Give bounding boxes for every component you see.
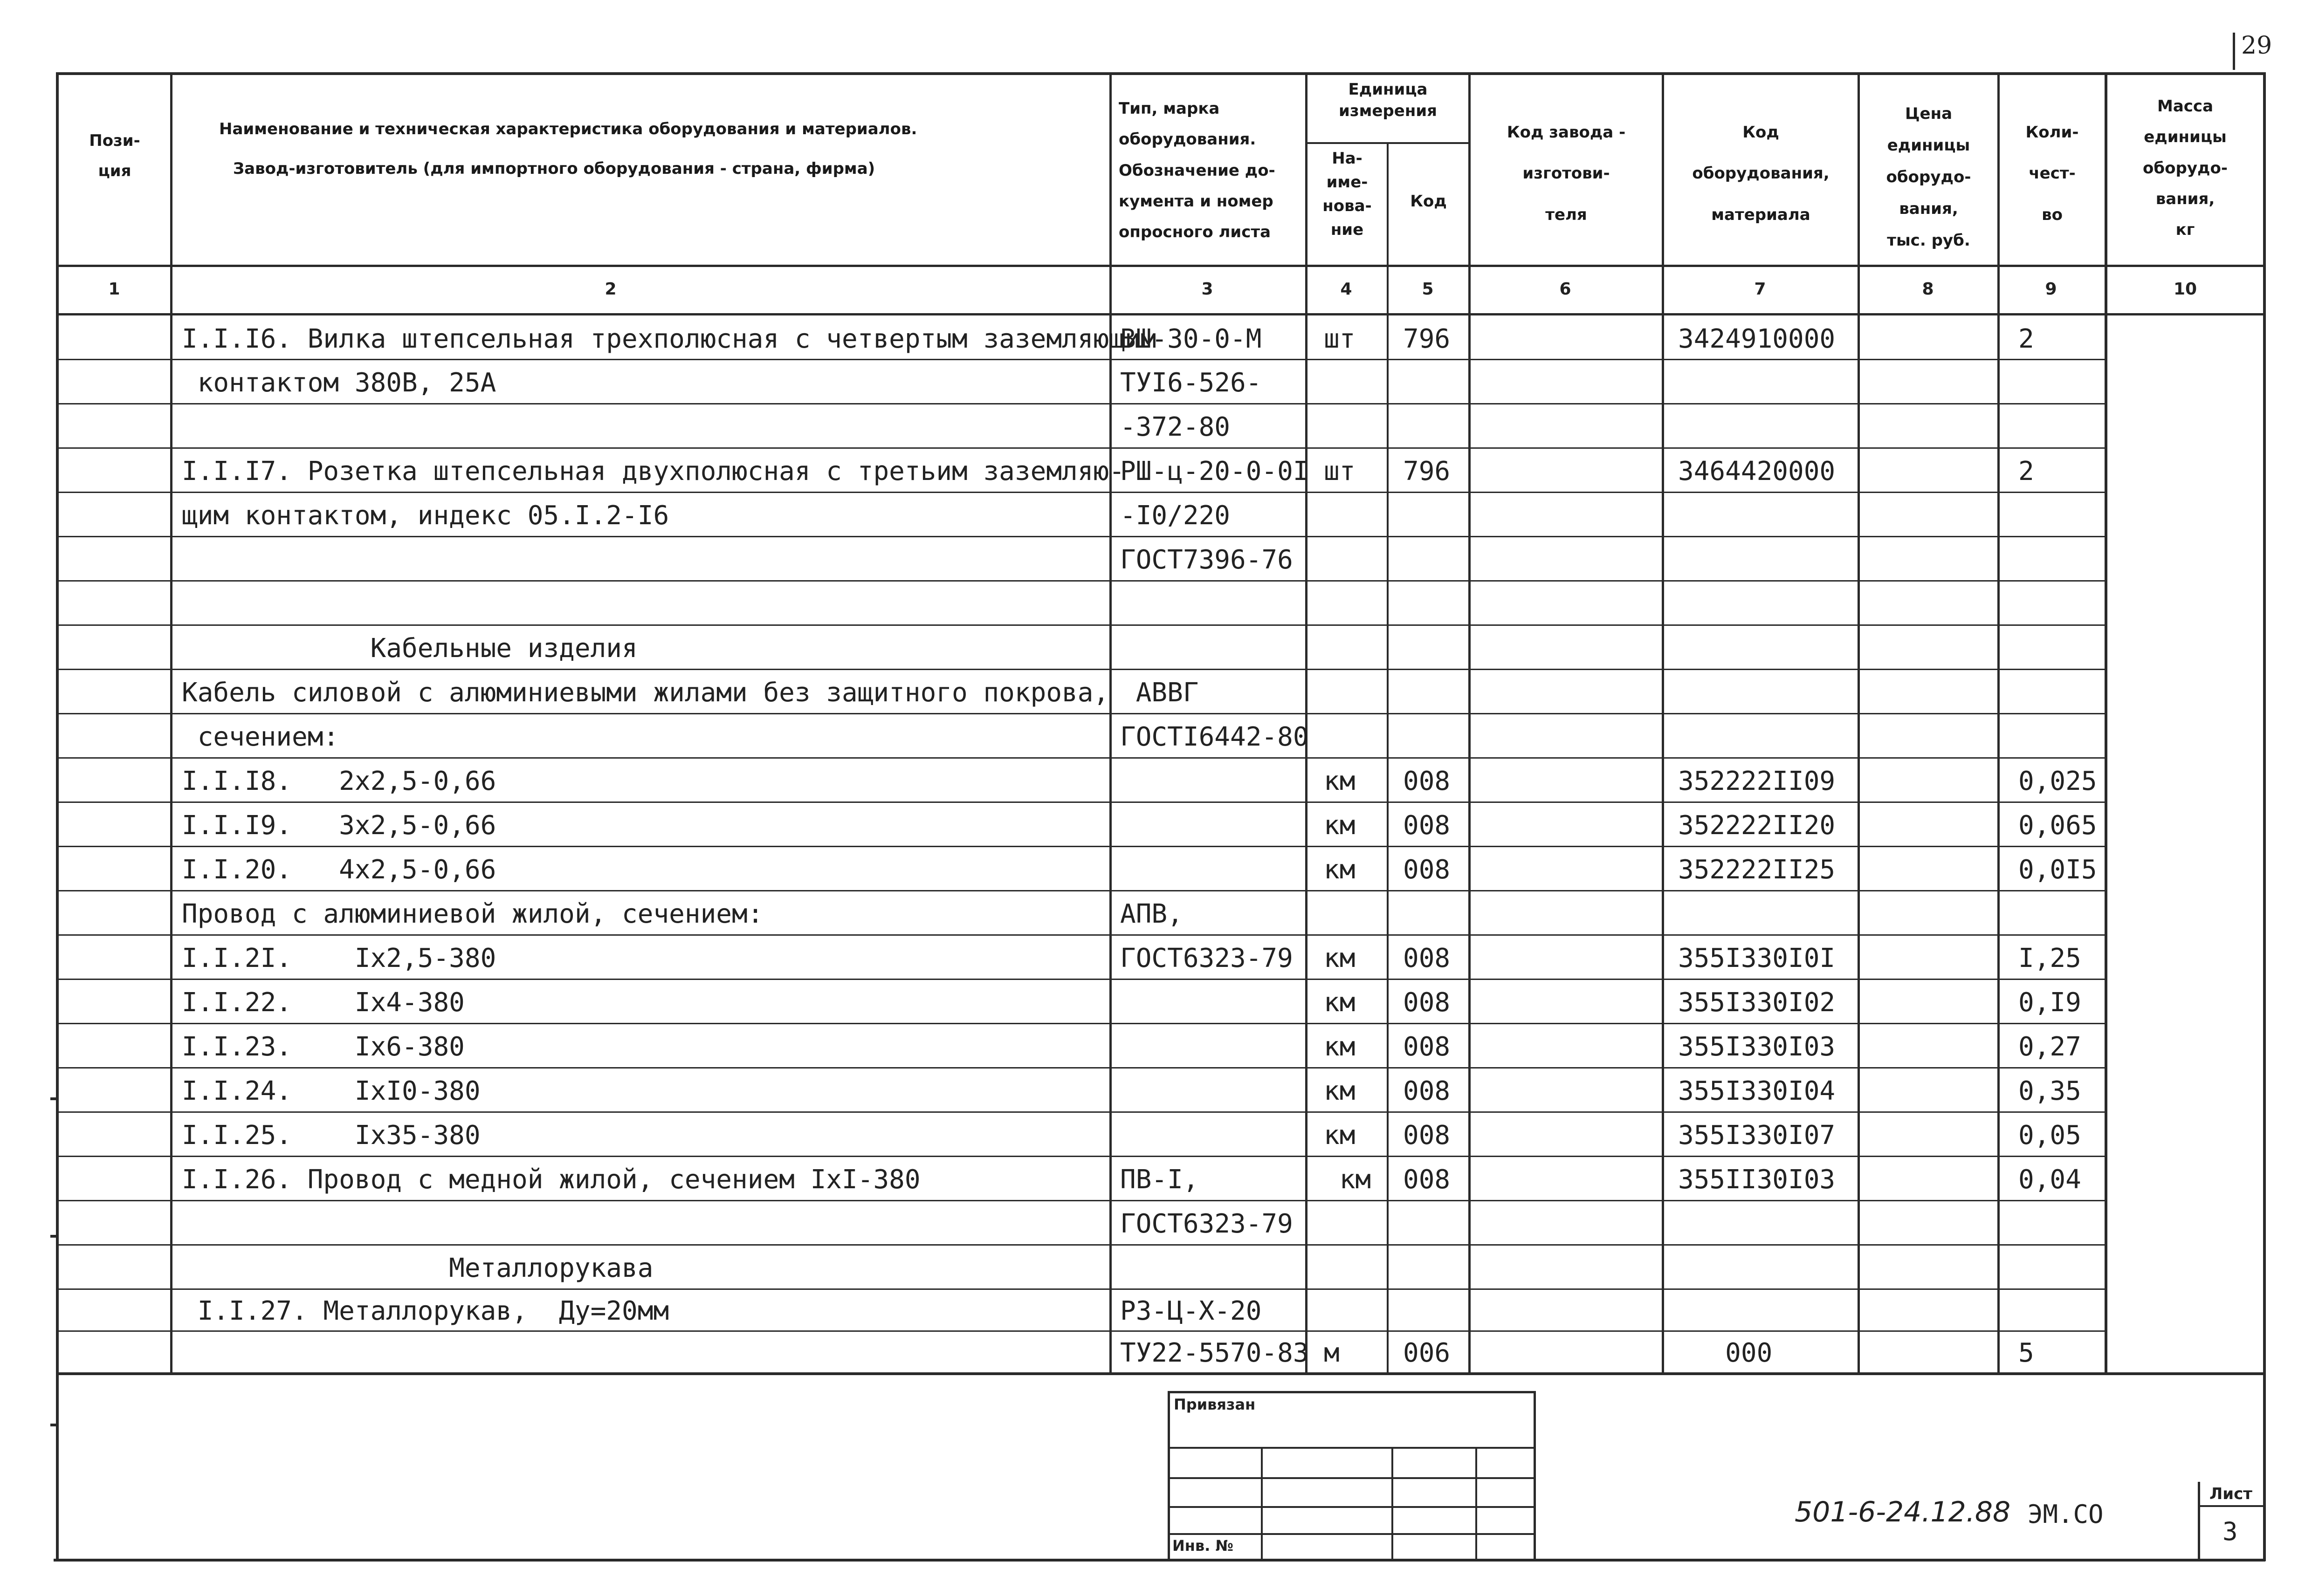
cell-name: сечением: <box>182 721 339 752</box>
header-name <box>172 114 1156 184</box>
header-unit-name: На- име- нова- ние <box>1322 149 1372 239</box>
cell-type: ВШ-30-0-М <box>1120 323 1262 354</box>
cell-code: 355I330I07 <box>1678 1120 1836 1151</box>
cell-type: РЗ-Ц-Х-20 <box>1120 1296 1262 1326</box>
cell-unit-code: 008 <box>1403 1120 1451 1151</box>
header-type: Тип, марка оборудования. Обозначение до- кумента и номер опросного листа <box>1119 99 1275 242</box>
cell-unit: км <box>1324 854 1356 885</box>
cell-code: 355I330I02 <box>1678 987 1836 1018</box>
cell-code: 355I330I03 <box>1678 1031 1836 1062</box>
cell-type: ГОСТ6323-79 <box>1120 943 1293 973</box>
cell-qty: 0,05 <box>2018 1120 2081 1151</box>
cell-code: 355II30I03 <box>1678 1164 1836 1195</box>
header-position: Пози- ция <box>89 131 140 180</box>
cell-code: 3464420000 <box>1678 456 1836 486</box>
cell-name: I.I.24. IхI0-380 <box>182 1075 481 1106</box>
cell-name: I.I.I7. Розетка штепсельная двухполюсная с третьим заземляю- <box>182 456 1125 486</box>
cell-unit-code: 008 <box>1403 766 1451 796</box>
cell-unit: км <box>1324 810 1356 841</box>
cell-code: 352222II20 <box>1678 810 1836 841</box>
header-unit-group: Единица измерения <box>1339 80 1437 120</box>
header-factory-code: Код завода - изготови- теля <box>1507 123 1626 224</box>
cell-type: РШ-ц-20-0-0I <box>1120 456 1309 486</box>
cell-unit: км <box>1324 1075 1356 1106</box>
cell-name: I.I.22. Iх4-380 <box>182 987 465 1018</box>
cell-unit: км <box>1324 766 1356 796</box>
cell-type: ТУI6-526- <box>1120 367 1262 398</box>
page-number: 29 <box>2241 32 2272 60</box>
cell-qty: 5 <box>2018 1338 2034 1368</box>
cell-unit-code: 006 <box>1403 1338 1451 1368</box>
cell-code: 355I330I04 <box>1678 1075 1836 1106</box>
cell-name: I.I.23. Iх6-380 <box>182 1031 465 1062</box>
cell-name: I.I.I9. 3х2,5-0,66 <box>182 810 496 841</box>
cell-name: щим контактом, индекс 05.I.2-I6 <box>182 500 669 531</box>
cell-qty: 0,04 <box>2018 1164 2081 1195</box>
cell-name: Кабельные изделия <box>182 633 638 664</box>
header-mass: Масса единицы оборудо- вания, кг <box>2143 97 2228 240</box>
cell-name: I.I.I6. Вилка штепсельная трехполюсная с четвертым заземляющим <box>182 323 1156 354</box>
cell-name: I.I.27. Металлорукав, Ду=20мм <box>182 1296 669 1326</box>
cell-name: Кабель силовой с алюминиевыми жилами без защитного покрова, <box>182 677 1109 708</box>
cell-type: АПВ, <box>1120 898 1183 929</box>
cell-unit-code: 008 <box>1403 854 1451 885</box>
cell-unit-code: 796 <box>1403 323 1451 354</box>
cell-unit: м <box>1324 1338 1340 1368</box>
cell-code: 355I330I0I <box>1678 943 1836 973</box>
header-name-line2: Завод-изготовитель (для импортного оборудования - страна, фирма) <box>233 159 875 178</box>
cell-code: 352222II25 <box>1678 854 1836 885</box>
cell-unit-code: 008 <box>1403 1164 1451 1195</box>
stamp-privyazan: Привязан <box>1174 1396 1256 1413</box>
cell-qty: 0,27 <box>2018 1031 2081 1062</box>
cell-unit-code: 008 <box>1403 810 1451 841</box>
cell-qty: 0,35 <box>2018 1075 2081 1106</box>
document-code: ЭМ.СО <box>2028 1500 2104 1529</box>
cell-unit-code: 008 <box>1403 987 1451 1018</box>
cell-name: I.I.I8. 2х2,5-0,66 <box>182 766 496 796</box>
cell-unit: шт <box>1324 456 1356 486</box>
cell-name: I.I.2I. Iх2,5-380 <box>182 943 496 973</box>
cell-qty: 0,065 <box>2018 810 2097 841</box>
cell-type: -I0/220 <box>1120 500 1231 531</box>
stamp-inv-number: Инв. № <box>1172 1537 1233 1555</box>
cell-type: ГОСТ6323-79 <box>1120 1208 1293 1239</box>
cell-qty: 0,I9 <box>2018 987 2081 1018</box>
sheet-number: 3 <box>2223 1517 2238 1546</box>
cell-qty: 2 <box>2018 456 2034 486</box>
header-quantity: Коли- чест- во <box>2025 123 2079 224</box>
cell-type: ТУ22-5570-83 <box>1120 1338 1309 1368</box>
cell-qty: I,25 <box>2018 943 2081 973</box>
cell-type: -372-80 <box>1120 411 1231 442</box>
cell-name: I.I.20. 4х2,5-0,66 <box>182 854 496 885</box>
cell-unit: км <box>1324 1120 1356 1151</box>
header-name-line1: Наименование и техническая характеристика оборудования и материалов. <box>219 120 917 138</box>
cell-unit: шт <box>1324 323 1356 354</box>
cell-unit-code: 008 <box>1403 1075 1451 1106</box>
cell-type: ПВ-I, <box>1120 1164 1199 1195</box>
cell-qty: 2 <box>2018 323 2034 354</box>
cell-qty: 0,0I5 <box>2018 854 2097 885</box>
document-number: 501-6-24.12.88 <box>1795 1496 2011 1528</box>
cell-unit-code: 008 <box>1403 943 1451 973</box>
header-equipment-code: Код оборудования, материала <box>1692 123 1830 224</box>
cell-type: АВВГ <box>1120 677 1199 708</box>
cell-name: контактом 380В, 25А <box>182 367 496 398</box>
cell-name: I.I.26. Провод с медной жилой, сечением IхI-380 <box>182 1164 921 1195</box>
cell-type: ГОСТI6442-80 <box>1120 721 1309 752</box>
header-unit-code: Код <box>1410 192 1447 211</box>
cell-code: 352222II09 <box>1678 766 1836 796</box>
cell-name: I.I.25. Iх35-380 <box>182 1120 481 1151</box>
cell-unit-code: 796 <box>1403 456 1451 486</box>
cell-unit: км <box>1324 987 1356 1018</box>
cell-qty: 0,025 <box>2018 766 2097 796</box>
header-price: Цена единицы оборудо- вания, тыс. руб. <box>1886 104 1971 250</box>
cell-name: Провод с алюминиевой жилой, сечением: <box>182 898 764 929</box>
cell-unit-code: 008 <box>1403 1031 1451 1062</box>
cell-code: 3424910000 <box>1678 323 1836 354</box>
cell-unit: км <box>1324 1164 1371 1195</box>
cell-unit: км <box>1324 1031 1356 1062</box>
cell-unit: км <box>1324 943 1356 973</box>
cell-type: ГОСТ7396-76 <box>1120 544 1293 575</box>
cell-code: 000 <box>1678 1338 1773 1368</box>
cell-name: Металлорукава <box>182 1253 654 1283</box>
sheet-label: Лист <box>2209 1485 2252 1503</box>
